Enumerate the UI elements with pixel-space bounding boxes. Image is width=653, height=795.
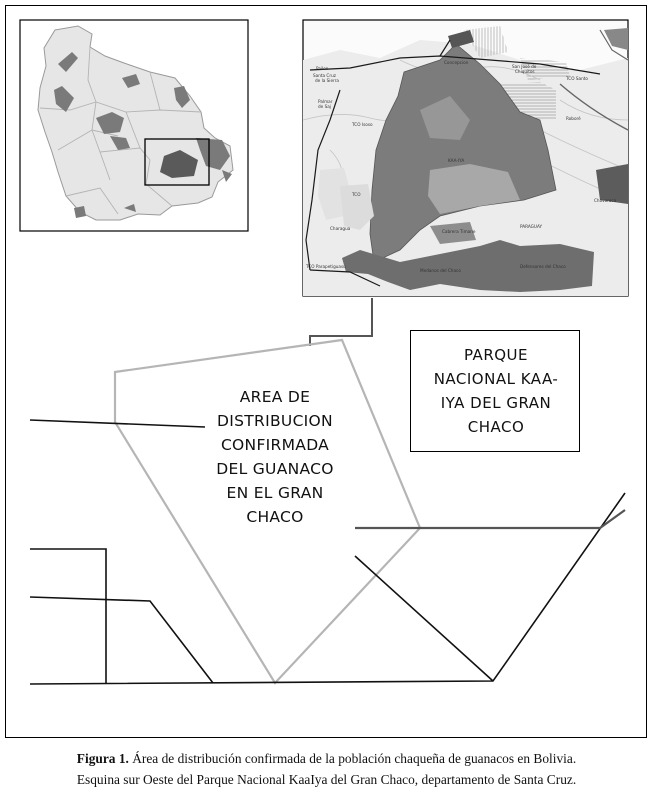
label-medanos: Medanos del Chaco (420, 268, 461, 273)
label-charagua: Charagua (330, 226, 351, 231)
label-cabrera: Cabrera Timane (442, 229, 476, 234)
area-label-line: DISTRIBUCION (217, 412, 333, 430)
label-concepcion: Concepcion (444, 60, 469, 65)
park-name-label (411, 343, 581, 439)
area-label-line: EN EL GRAN (226, 484, 324, 502)
road-west-mid (30, 549, 106, 684)
detail-map (303, 20, 628, 296)
road-east-gray (355, 510, 625, 528)
guanaco-area-label (210, 385, 340, 529)
label-tco: TCO (352, 192, 361, 197)
label-tco-isoso: TCO Isoso (352, 122, 373, 127)
park-label-line: IYA DEL GRAN (440, 394, 552, 412)
caption-text-1: Área de distribución confirmada de la población chaqueña de guanacos en Bolivia. (128, 751, 577, 766)
figure-caption (0, 748, 653, 790)
label-defensores: Defensores del Chaco (520, 264, 566, 269)
label-palmar-2: de Saj (318, 104, 331, 109)
label-san-jose-1: San José de (512, 64, 537, 69)
park-name-box (410, 330, 580, 452)
area-label-line: DEL GUANACO (216, 460, 334, 478)
label-kaa-iya: KAA-IYA (448, 158, 465, 163)
label-san-jose-2: Chiquitos (515, 69, 535, 74)
label-paraguay: PARAGUAY (520, 224, 543, 229)
label-chovoreca: Chovoreca (594, 198, 617, 203)
label-santa-cruz: Santa Cruz (313, 73, 336, 78)
road-west-low (30, 597, 213, 683)
area-label-line: AREA DE (239, 388, 311, 406)
caption-line-1 (0, 748, 653, 769)
label-tco-parapetiguasu: TCO Parapetiguasu (306, 264, 346, 269)
road-east-diag (355, 556, 493, 681)
label-robore: Roboré (566, 116, 581, 121)
park-label-line: PARQUE (463, 346, 529, 364)
label-pailon: Pailon (316, 66, 329, 71)
figure-label: Figura 1. (76, 751, 129, 766)
area-label-line: CHACO (246, 508, 304, 526)
park-label-line: NACIONAL KAA- (433, 370, 559, 388)
label-palmar-1: Palmar (318, 99, 333, 104)
caption-line-2: Esquina sur Oeste del Parque Nacional KaaIya del Gran Chaco, departamento de Santa Cruz. (76, 772, 577, 787)
park-label-line: CHACO (467, 418, 525, 436)
bolivia-inset (20, 20, 248, 231)
label-tco-santo: TCO Santo (566, 76, 588, 81)
area-label-line: CONFIRMADA (220, 436, 330, 454)
label-de-la-sierra: de la Sierra (315, 78, 339, 83)
map-connector-line (310, 298, 372, 346)
